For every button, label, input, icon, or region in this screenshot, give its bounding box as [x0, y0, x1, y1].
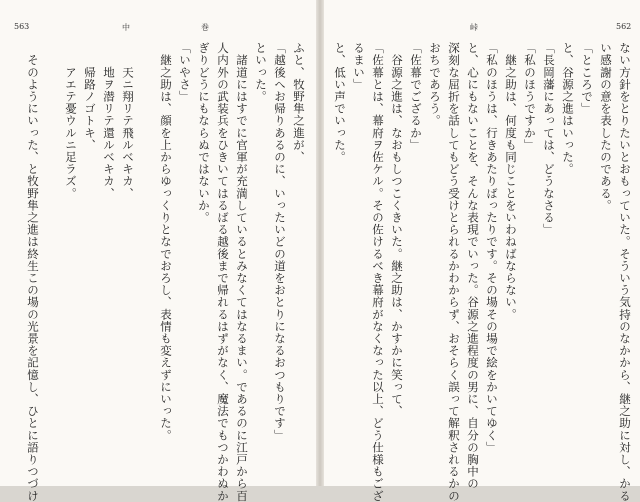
- left-running-head-1: 中: [122, 23, 130, 32]
- left-page: [0, 0, 316, 502]
- text-line: [42, 42, 61, 462]
- text-line: 継之助は、何度も同じことをいわねばならない。: [504, 42, 518, 321]
- text-line: [137, 42, 156, 462]
- right-running-head: 峠: [470, 23, 478, 32]
- text-line: そのようにいった、と牧野隼之進は終生この場の光景を記憶し、ひとに語りつづけ: [26, 42, 40, 502]
- text-line: 「私のほうですか」: [523, 42, 537, 151]
- text-line: ない方針をとりたいとおもっていた。そういう気持のなかから、継之助に対し、かる: [618, 42, 632, 502]
- text-line: 「ところで」: [580, 42, 594, 115]
- text-line: おちであろう。: [428, 42, 442, 127]
- text-line: るまい」: [352, 42, 366, 91]
- text-line: 人内外の武装兵をひきいてはるばる越後まで帰れるはずがなく、魔法でもつかわぬか: [216, 42, 230, 502]
- text-line: と、低い声でいった。: [333, 42, 347, 163]
- right-page-text: [333, 42, 634, 502]
- text-line: と、心にもないことを、そんな表現でいった。谷源之進程度の男に、自分の胸中の: [466, 42, 480, 490]
- text-line: ふと、牧野隼之進が、: [292, 42, 306, 163]
- left-page-text: [8, 42, 308, 502]
- text-line: 「佐幕でござるか」: [409, 42, 423, 151]
- text-line: アエテ憂ウルニ足ラズ。: [64, 42, 78, 200]
- text-line: 「私のほうは、行きあたりばったりです。その場その場で絵をかいてゆく」: [485, 42, 499, 454]
- text-line: 帰路ノゴトキ、: [83, 42, 97, 151]
- text-line: 地ヲ潜リテ還ルベキカ、: [102, 42, 116, 200]
- text-line: 「いやさ」: [178, 42, 192, 103]
- book-gutter: [316, 0, 324, 486]
- text-line: と、谷源之進はいった。: [561, 42, 575, 176]
- text-line: 諸道にはすでに官軍が充満しているとみなくてはなるまい。であるのに江戸から百: [235, 42, 249, 502]
- right-page-number: 562: [616, 22, 632, 31]
- text-line: 「越後へお帰りあるのに、いったいどの道をおとりになるおつもりです」: [273, 42, 287, 442]
- text-line: 深刻な屈折を話してもどう受けとられるかわからず、おそらく誤って解釈されるかの: [447, 42, 461, 502]
- text-line: 谷源之進は、なおもしつこくきいた。継之助は、かすかに笑って、: [390, 42, 404, 418]
- left-page-number: 563: [14, 22, 30, 31]
- text-line: 継之助は、顔を上からゆっくりとなでおろし、表情も変えずにいった。: [159, 42, 173, 442]
- text-line: 「佐幕とは、幕府ヲ佐ケル。その佐けるべき幕府がなくなった以上、どう仕様もござ: [371, 42, 385, 502]
- text-line: い感謝の意を表したのである。: [599, 42, 613, 212]
- text-line: ぎりどうにもならぬではないか。: [197, 42, 211, 224]
- right-page: [324, 0, 640, 502]
- left-running-head-2: 巻: [201, 23, 209, 32]
- text-line: 天ニ翔リテ飛ルベキカ、: [121, 42, 135, 200]
- text-line: といった。: [254, 42, 268, 103]
- text-line: 「長岡藩にあっては、どうなさる」: [542, 42, 556, 236]
